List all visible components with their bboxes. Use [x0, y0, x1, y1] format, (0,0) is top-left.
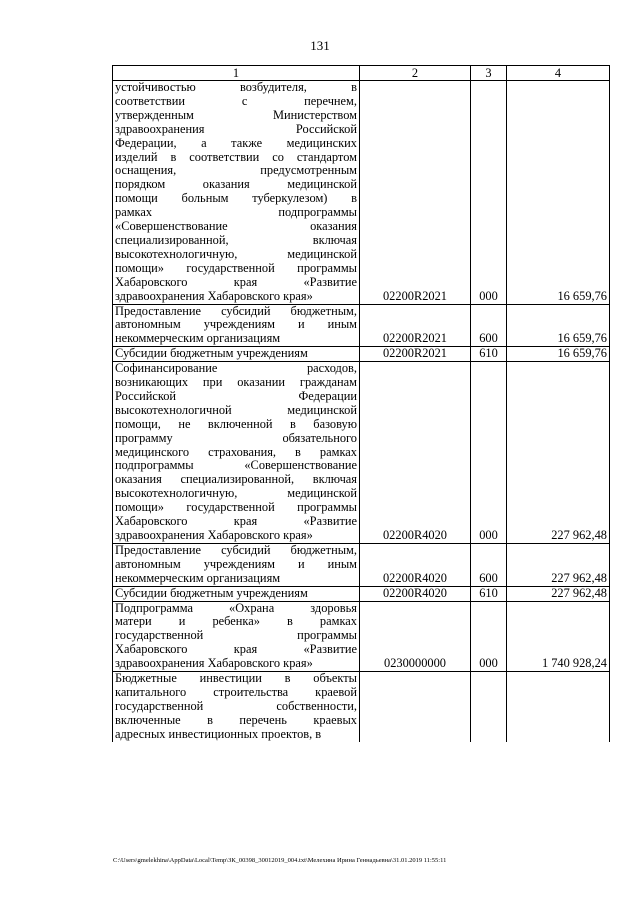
description-line: Хабаровского края «Развитие [115, 642, 357, 657]
description-line: порядком оказания медицинской [115, 177, 357, 192]
description-line: подпрограммы «Совершенствование [115, 458, 357, 473]
row-code: 02200R4020 [360, 586, 471, 601]
row-amount: 16 659,76 [507, 304, 610, 347]
description-line: Федерации, а также медицинских [115, 135, 357, 150]
description-line: Подпрограмма «Охрана здоровья [115, 600, 357, 615]
row-amount: 227 962,48 [507, 543, 610, 586]
description-line: Хабаровского края «Развитие [115, 514, 357, 529]
row-expense-type: 610 [471, 586, 507, 601]
description-line: Предоставление субсидий бюджетным, [115, 303, 357, 318]
description-line: капитального строительства краевой [115, 684, 357, 699]
table-row [113, 543, 610, 586]
table-row [113, 601, 610, 672]
row-code: 02200R2021 [360, 81, 471, 305]
page-number: 131 [310, 38, 330, 53]
description-line: Бюджетные инвестиции в объекты [115, 671, 357, 686]
table-header-row [113, 66, 610, 81]
description-line: автономным учреждениям и иным [115, 317, 357, 332]
row-expense-type: 600 [471, 543, 507, 586]
row-code: 02200R4020 [360, 543, 471, 586]
row-amount: 227 962,48 [507, 362, 610, 544]
column-header: 3 [471, 66, 507, 81]
description-line: государственной программы [115, 628, 357, 643]
description-line: Субсидии бюджетным учреждениям [115, 585, 308, 600]
table-row [113, 362, 610, 544]
row-description [113, 601, 360, 672]
description-line: матери и ребенка» в рамках [115, 614, 357, 629]
row-description [113, 362, 360, 544]
table-row [113, 586, 610, 601]
row-amount [507, 672, 610, 742]
description-line: рамках подпрограммы [115, 205, 357, 220]
file-path-footer: C:\Users\gmelekhina\AppData\Local\Temp\ЗК_00398_30012019_004.txt\Мелехина Ирина Геннадьевна\31.01.2019 11:55:11 [113, 857, 447, 864]
description-line: автономным учреждениям и иным [115, 556, 357, 571]
description-line: здравоохранения Хабаровского края» [115, 656, 313, 671]
description-line: Российской Федерации [115, 388, 357, 403]
row-code: 02200R2021 [360, 347, 471, 362]
description-line: помощи больным туберкулезом) в [115, 191, 357, 206]
row-amount: 16 659,76 [507, 81, 610, 305]
description-line: адресных инвестиционных проектов, в [115, 726, 322, 741]
description-line: изделий в соответствии со стандартом [115, 149, 357, 164]
description-line: Хабаровского края «Развитие [115, 274, 357, 289]
row-description [113, 543, 360, 586]
description-line: некоммерческим организациям [115, 570, 281, 585]
description-line: здравоохранения Хабаровского края» [115, 528, 313, 542]
row-code [360, 672, 471, 742]
description-line: здравоохранения Российской [115, 121, 357, 136]
row-code: 02200R2021 [360, 304, 471, 347]
row-description [113, 672, 360, 742]
row-expense-type: 610 [471, 347, 507, 362]
description-line: государственной собственности, [115, 698, 357, 713]
column-header: 1 [113, 66, 360, 81]
description-line: помощи» государственной программы [115, 260, 357, 275]
budget-table [112, 65, 610, 742]
row-amount: 16 659,76 [507, 347, 610, 362]
row-expense-type: 000 [471, 81, 507, 305]
description-line: помощи, не включенной в базовую [115, 416, 357, 431]
table-row [113, 304, 610, 347]
description-line: специализированной, включая [115, 232, 357, 247]
row-expense-type [471, 672, 507, 742]
description-line: устойчивостью возбудителя, в [115, 80, 357, 94]
description-line: утвержденным Министерством [115, 107, 357, 122]
column-header: 4 [507, 66, 610, 81]
description-line: возникающих при оказании гражданам [115, 375, 357, 390]
description-line: Предоставление субсидий бюджетным, [115, 542, 357, 557]
row-code: 02200R4020 [360, 362, 471, 544]
row-description [113, 304, 360, 347]
description-line: медицинского страхования, в рамках [115, 444, 357, 459]
row-code: 0230000000 [360, 601, 471, 672]
description-line: высокотехнологичной медицинской [115, 402, 357, 417]
description-line: Софинансирование расходов, [115, 361, 357, 376]
description-line: соответствии с перечнем, [115, 93, 357, 108]
table-row [113, 672, 610, 742]
description-line: некоммерческим организациям [115, 331, 281, 346]
row-description [113, 81, 360, 305]
description-line: «Совершенствование оказания [115, 219, 357, 234]
table-body [113, 81, 610, 742]
description-line: высокотехнологичную, медицинской [115, 246, 357, 261]
table-row [113, 81, 610, 305]
description-line: высокотехнологичную, медицинской [115, 486, 357, 501]
description-line: оказания специализированной, включая [115, 472, 357, 487]
description-line: оснащения, предусмотренным [115, 163, 357, 178]
column-header: 2 [360, 66, 471, 81]
description-line: здравоохранения Хабаровского края» [115, 288, 313, 303]
row-amount: 1 740 928,24 [507, 601, 610, 672]
row-amount: 227 962,48 [507, 586, 610, 601]
row-expense-type: 000 [471, 362, 507, 544]
description-line: помощи» государственной программы [115, 500, 357, 515]
description-line: программу обязательного [115, 430, 357, 445]
table-row [113, 347, 610, 362]
row-description [113, 347, 360, 362]
description-line: включенные в перечень краевых [115, 712, 357, 727]
row-expense-type: 600 [471, 304, 507, 347]
row-description [113, 586, 360, 601]
row-expense-type: 000 [471, 601, 507, 672]
description-line: Субсидии бюджетным учреждениям [115, 346, 308, 361]
